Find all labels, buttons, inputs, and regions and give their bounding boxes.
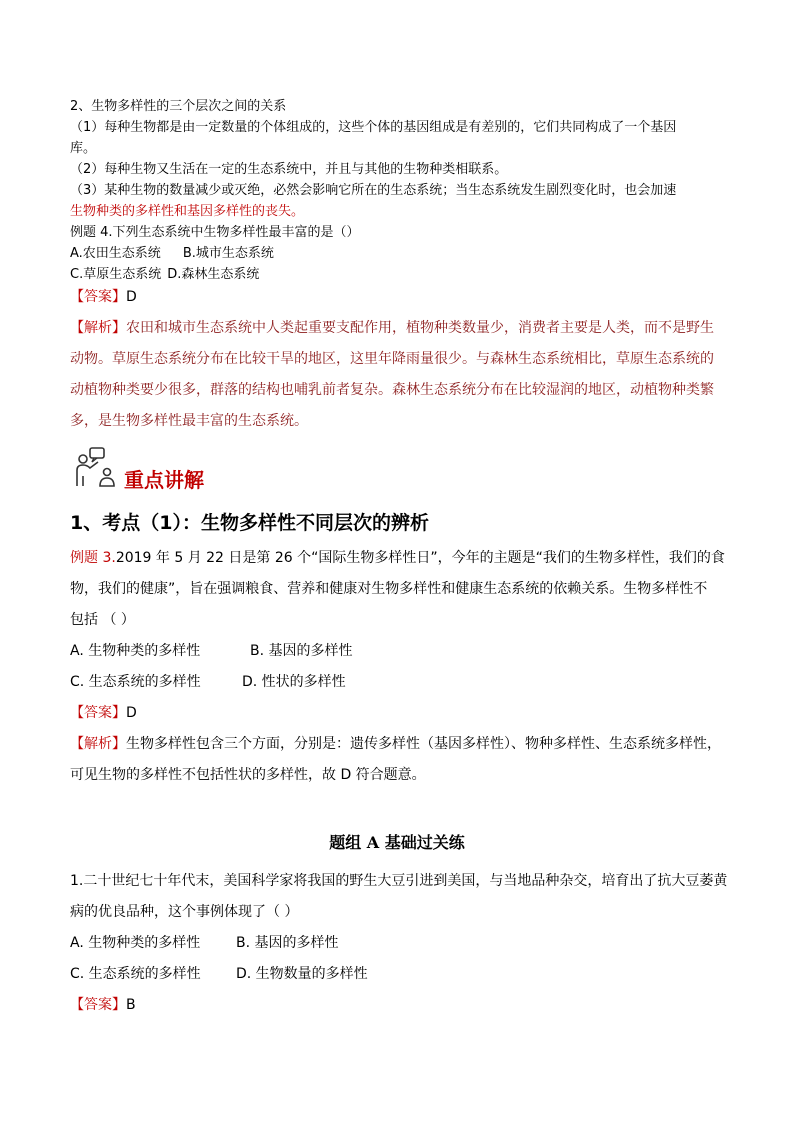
example4-analysis-1 <box>70 313 730 344</box>
question1-option-a: A. 生物种类的多样性 <box>70 935 201 951</box>
example4-analysis-2: 动物。草原生态系统分布在比较干旱的地区，这里年降雨量很少。与森林生态系统相比，草原生态系统的 <box>70 351 714 367</box>
analysis-tag: 【解析】 <box>70 320 126 336</box>
answer-value: D <box>126 289 137 305</box>
analysis-text: 生物多样性包含三个方面，分别是：遗传多样性（基因多样性）、物种多样性、生态系统多样性， <box>126 736 721 752</box>
answer-tag: 【答案】 <box>70 705 126 721</box>
example3-q1-text: 2019 年 5 月 22 日是第 26 个“国际生物多样性日”，今年的主题是“我们的生物多样性，我们的食 <box>115 550 725 566</box>
teacher-presentation-icon <box>74 446 118 490</box>
relation-point-3a: （3）某种生物的数量减少或灭绝，必然会影响它所在的生态系统；当生态系统发生剧烈变化时，也会加速 <box>70 183 677 198</box>
question1-option-d: D. 生物数量的多样性 <box>236 966 368 982</box>
example4-option-c: C.草原生态系统 <box>70 267 162 282</box>
key-section-heading <box>74 446 374 496</box>
example3-question-3: 包括 （ ） <box>70 612 135 628</box>
example4-question: 例题 4.下列生态系统中生物多样性最丰富的是（） <box>70 225 360 240</box>
example4-option-d: D.森林生态系统 <box>167 267 260 282</box>
analysis-text: 农田和城市生态系统中人类起重要支配作用，植物种类数量少，消费者主要是人类，而不是野生 <box>126 320 714 336</box>
relation-title: 2、生物多样性的三个层次之间的关系 <box>70 99 287 114</box>
relation-point-3b: 生物种类的多样性和基因多样性的丧失。 <box>70 204 305 219</box>
example3-options-row2 <box>70 667 730 698</box>
group-a-title: 题组 A 基础过关练 <box>329 833 465 852</box>
example4-answer <box>70 282 730 313</box>
example3-option-a: A. 生物种类的多样性 <box>70 643 201 659</box>
example3-question-1 <box>70 543 730 574</box>
question1-line-1: 1.二十世纪七十年代末，美国科学家将我国的野生大豆引进到美国，与当地品种杂交，培育出了抗大豆萎黄 <box>70 873 728 889</box>
example3-option-c: C. 生态系统的多样性 <box>70 674 201 690</box>
question1-line-2: 病的优良品种，这个事例体现了（ ） <box>70 904 299 920</box>
example4-options-row1 <box>70 243 730 264</box>
answer-value: B <box>126 997 136 1013</box>
example3-option-b: B. 基因的多样性 <box>250 643 353 659</box>
example4-option-a: A.农田生态系统 <box>70 246 161 261</box>
example3-analysis-2: 可见生物的多样性不包括性状的多样性，故 D 符合题意。 <box>70 767 426 783</box>
question1-option-c: C. 生态系统的多样性 <box>70 966 201 982</box>
example4-answer-block <box>70 282 730 437</box>
example3-options-row1 <box>70 636 730 667</box>
question1-answer <box>70 990 730 1021</box>
question1-block <box>70 866 730 1021</box>
example3-prefix: 例题 3. <box>70 550 116 566</box>
relation-point-1b: 库。 <box>70 141 97 156</box>
example4-analysis-3: 动植物种类要少很多，群落的结构也哺乳前者复杂。森林生态系统分布在比较湿润的地区，动植物种类繁 <box>70 382 714 398</box>
question1-options-row2 <box>70 959 730 990</box>
example3-option-d: D. 性状的多样性 <box>242 674 346 690</box>
relation-point-2: （2）每种生物又生活在一定的生态系统中，并且与其他的生物种类相联系。 <box>70 162 508 177</box>
answer-tag: 【答案】 <box>70 289 126 305</box>
example3-question-2: 物，我们的健康”，旨在强调粮食、营养和健康对生物多样性和健康生态系统的依赖关系。生物多样性不 <box>70 581 708 597</box>
example3-answer <box>70 698 730 729</box>
example3-analysis-1 <box>70 729 730 760</box>
example3-block <box>70 543 730 791</box>
key-section-label: 重点讲解 <box>124 468 204 492</box>
answer-tag: 【答案】 <box>70 997 126 1013</box>
analysis-tag: 【解析】 <box>70 736 126 752</box>
relation-section <box>70 96 730 285</box>
question1-options-row1 <box>70 928 730 959</box>
point1-title: 1、考点（1）：生物多样性不同层次的辨析 <box>70 512 429 534</box>
answer-value: D <box>126 705 137 721</box>
relation-point-1a: （1）每种生物都是由一定数量的个体组成的，这些个体的基因组成是有差别的，它们共同构成了一个基因 <box>70 120 677 135</box>
question1-option-b: B. 基因的多样性 <box>236 935 339 951</box>
example4-option-b: B.城市生态系统 <box>182 246 274 261</box>
example4-analysis-4: 多，是生物多样性最丰富的生态系统。 <box>70 413 308 429</box>
